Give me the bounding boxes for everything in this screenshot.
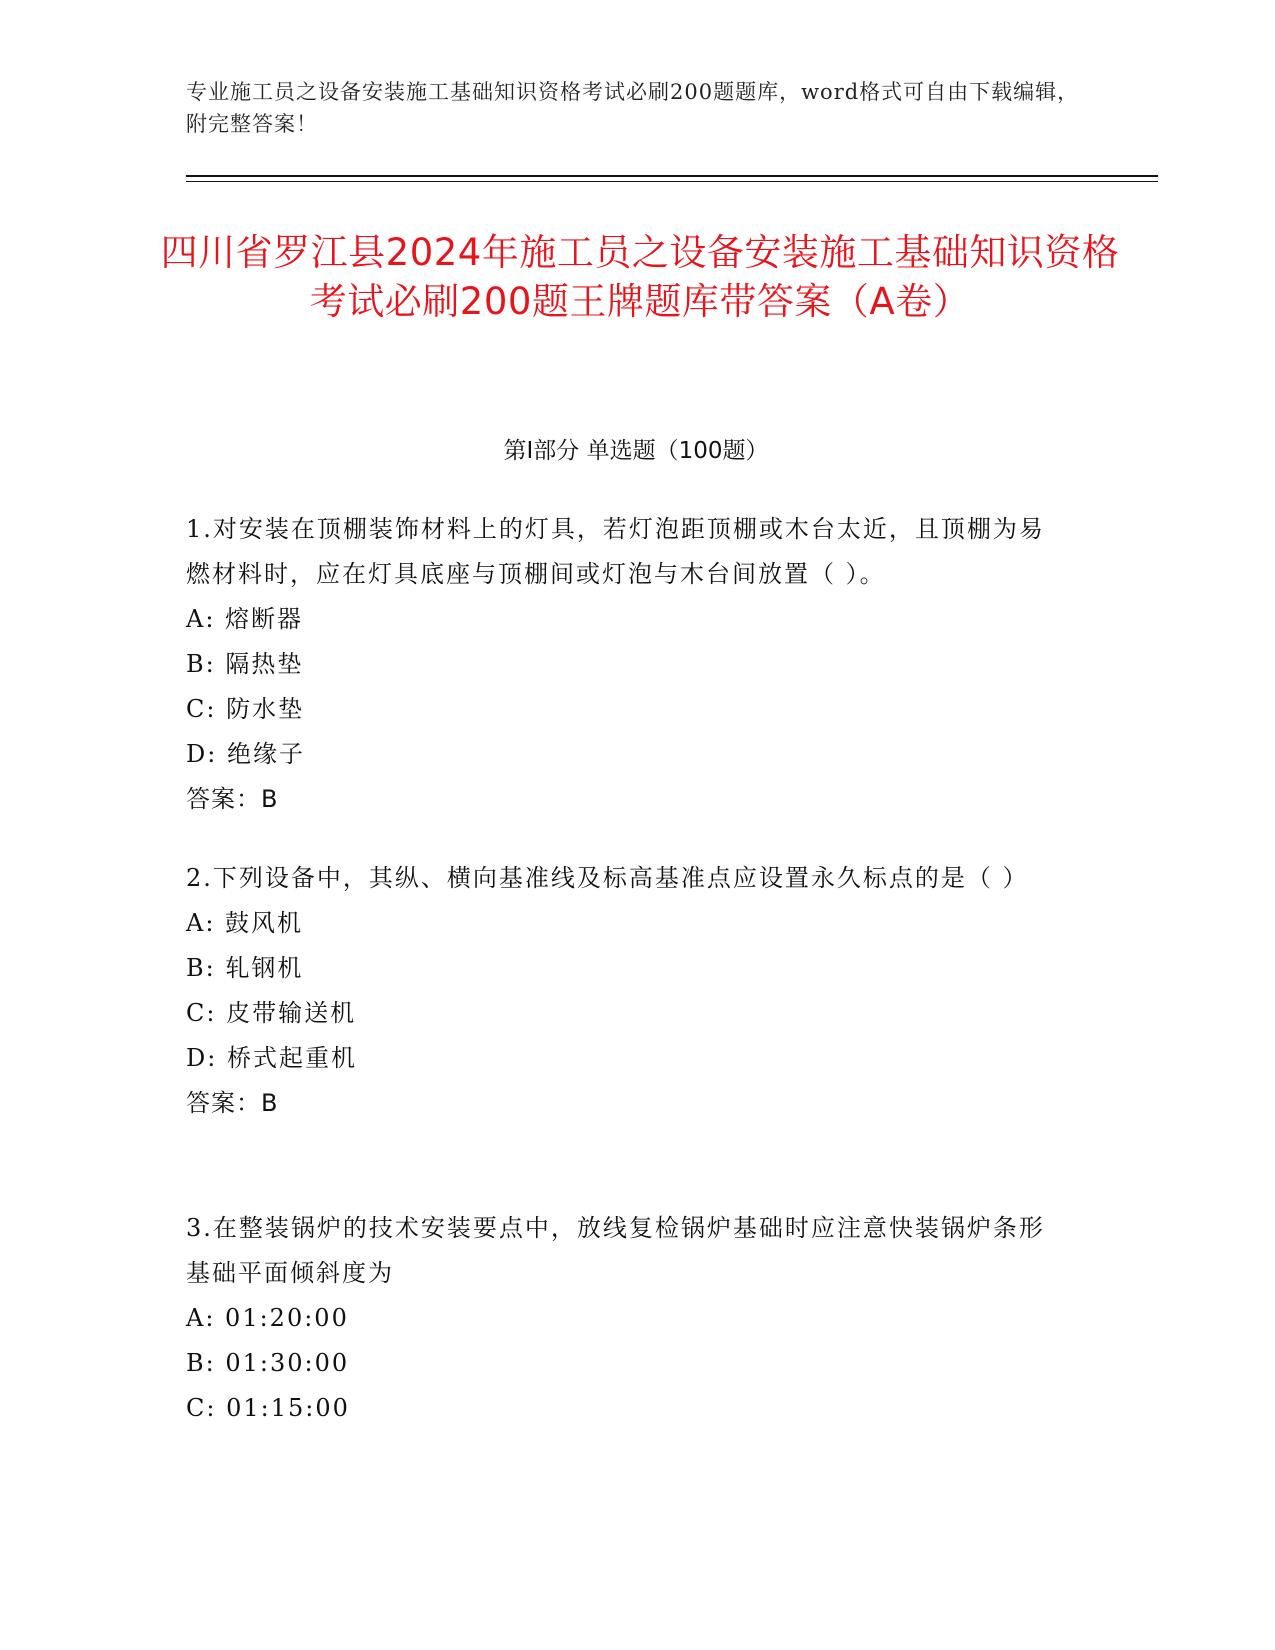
answer-line xyxy=(186,1081,1066,1126)
question-2 xyxy=(186,856,1066,1126)
answer-value: B xyxy=(261,785,278,813)
question-text: 3.在整装锅炉的技术安装要点中，放线复检锅炉基础时应注意快装锅炉条形基础平面倾斜度为 xyxy=(186,1214,1045,1287)
question-text: 2.下列设备中，其纵、横向基准线及标高基准点应设置永久标点的是（ ） xyxy=(186,864,1029,892)
header-divider-thin xyxy=(186,181,1158,182)
document-title: 四川省罗江县2024年施工员之设备安装施工基础知识资格考试必刷200题王牌题库带答案（A卷） xyxy=(160,231,1120,323)
option-b: B: 01:30:00 xyxy=(186,1349,350,1377)
option-b: B: 隔热垫 xyxy=(186,650,304,678)
option-c: C: 皮带输送机 xyxy=(186,999,357,1027)
header-note: 专业施工员之设备安装施工基础知识资格考试必刷200题题库，word格式可自由下载编辑，附完整答案！ xyxy=(186,80,1080,136)
option-c: C: 防水垫 xyxy=(186,695,305,723)
option-d: D: 绝缘子 xyxy=(186,740,305,768)
option-d: D: 桥式起重机 xyxy=(186,1044,357,1072)
option-a: A: 熔断器 xyxy=(186,605,304,633)
answer-label: 答案： xyxy=(186,1089,261,1117)
option-a: A: 鼓风机 xyxy=(186,909,304,937)
header-divider-thick xyxy=(186,175,1158,177)
option-b: B: 轧钢机 xyxy=(186,954,304,982)
question-1 xyxy=(186,507,1066,822)
answer-line xyxy=(186,777,1066,822)
question-3 xyxy=(186,1206,1066,1431)
option-c: C: 01:15:00 xyxy=(186,1394,350,1422)
answer-label: 答案： xyxy=(186,785,261,813)
answer-value: B xyxy=(261,1089,278,1117)
section-title: 第I部分 单选题（100题） xyxy=(503,438,769,464)
option-a: A: 01:20:00 xyxy=(186,1304,349,1332)
question-text: 1.对安装在顶棚装饰材料上的灯具，若灯泡距顶棚或木台太近，且顶棚为易燃材料时，应在灯具底座与顶棚间或灯泡与木台间放置（ ）。 xyxy=(186,515,1045,588)
